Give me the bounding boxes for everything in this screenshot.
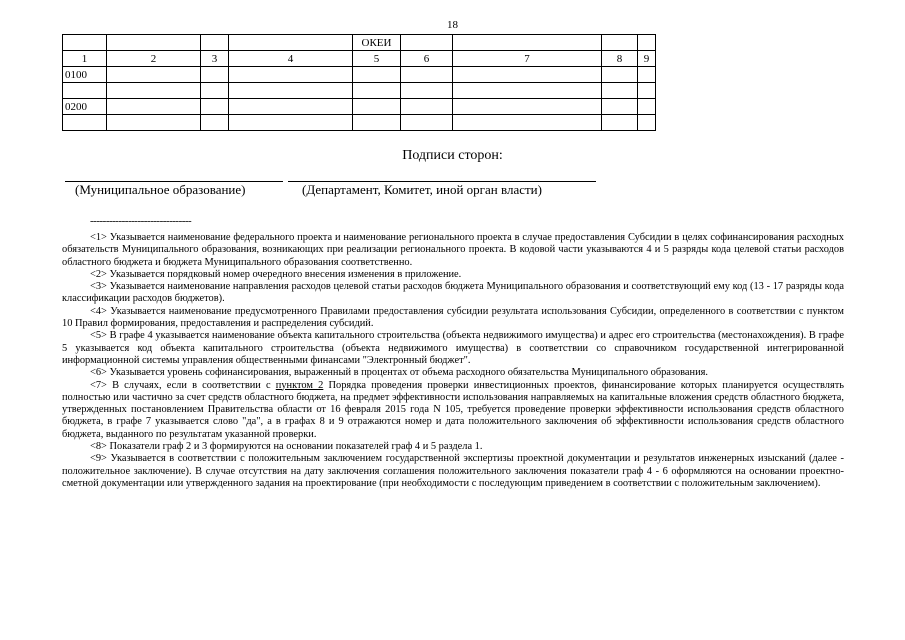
footnote-7-text-end: Порядка проведения проверки инвестиционных проектов, финансирование которых планируется осуществлять полностью или частично за счет средств областного бюджета, на предмет эффективности использования направляемых на капитальные вложения средств областного бюджета, утвержденных постановлением Правительства области от 16 февраля 2015 года N 105, требуется проведение проверки эффективности использования средств областного бюджета, в графе 7 указывается слово "да", а в графах 8 и 9 отражаются номер и дата положительного заключения об эффективности использования средств областного бюджета, выданного по результатам указанной проверки. — [62, 379, 845, 440]
data-table — [62, 34, 656, 131]
footnote-separator: -------------------------------- — [90, 215, 192, 227]
right-signature-caption: (Департамент, Комитет, иной орган власти) — [302, 182, 542, 197]
point-2-link[interactable]: пунктом 2 — [275, 379, 324, 391]
column-number: 9 — [638, 51, 656, 67]
footnote-2: <2> Указывается порядковый номер очередного внесения изменения в приложение. — [90, 268, 462, 280]
column-number: 2 — [107, 51, 201, 67]
row-code: 0100 — [63, 67, 107, 83]
column-number: 4 — [229, 51, 353, 67]
left-signature-caption: (Муниципальное образование) — [75, 182, 246, 197]
footnotes — [62, 232, 844, 490]
footnote-7 — [62, 380, 844, 441]
column-number: 8 — [602, 51, 638, 67]
footnote-1: <1> Указывается наименование федерального проекта и наименование регионального проекта в случае предоставления Субсидии в целях софинансирования расходных обязательств Муниципального образования, возникающих при реализации регионального проекта. В кодовой части указываются 4 и 5 разряды кода целевой статьи расходов областного бюджета и бюджета Муниципального образования соответственно. — [62, 232, 844, 268]
row-code: 0200 — [63, 99, 107, 115]
page-number: 18 — [447, 19, 458, 31]
table-row — [63, 99, 656, 115]
column-number: 6 — [401, 51, 453, 67]
footnote-4: <4> Указывается наименование предусмотренного Правилами предоставления субсидии результата использования Субсидии, определенного в соответствии с пунктом 10 Правил формирования, предоставления и распределения субсидий. — [62, 305, 844, 330]
column-number: 5 — [353, 51, 401, 67]
okei-header: ОКЕИ — [353, 35, 401, 51]
table-row — [63, 67, 656, 83]
footnote-7-text-start: <7> В случаях, если в соответствии с — [90, 379, 276, 391]
column-numbers-row — [63, 51, 656, 67]
column-number: 7 — [453, 51, 602, 67]
footnote-5: <5> В графе 4 указывается наименование объекта капитального строительства (объекта недвижимого имущества) и адрес его строительства (местонахождения). В графе 5 указывается код объекта капитального строительства (объекта недвижимого имущества) в соответствии со справочником государственной интегрированной информационной системы управления общественными финансами "Электронный бюджет". — [62, 330, 844, 366]
signatures-title: Подписи сторон: — [402, 148, 503, 163]
footnote-8: <8> Показатели граф 2 и 3 формируются на основании показателей граф 4 и 5 раздела 1. — [90, 441, 483, 453]
table-row — [63, 83, 656, 99]
row-code — [63, 83, 107, 99]
table-header-row — [63, 35, 656, 51]
footnote-9: <9> Указывается в соответствии с положительным заключением государственной экспертизы проектной документации и результатов инженерных изысканий (далее - положительное заключение). В случае отсутствия на дату заключения соглашения положительного заключения показатели граф 4 - 6 оформляются на основании проектно-сметной документации или утвержденного задания на проектирование (при необходимости с последующим приведением в соответствии с положительным заключением). — [62, 453, 844, 489]
column-number: 1 — [63, 51, 107, 67]
row-code — [63, 115, 107, 131]
footnote-6: <6> Указывается уровень софинансирования, выраженный в процентах от объема расходного обязательства Муниципального образования. — [90, 367, 709, 379]
footnote-3: <3> Указывается наименование направления расходов целевой статьи расходов бюджета Муниципального образования и соответствующий ему код (13 - 17 разряды кода классификации расходов бюджетов). — [62, 281, 844, 305]
column-number: 3 — [201, 51, 229, 67]
table-row — [63, 115, 656, 131]
